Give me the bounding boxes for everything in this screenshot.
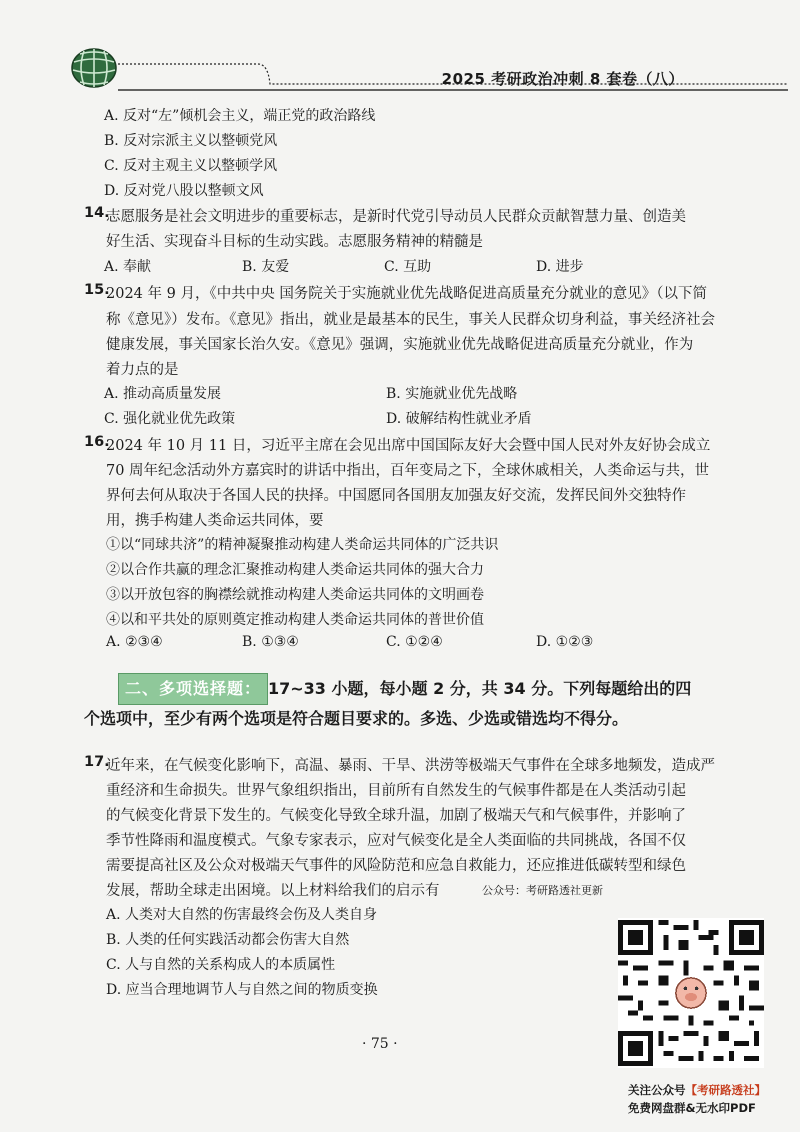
q17-stem-line: 近年来，在气候变化影响下，高温、暴雨、干旱、洪涝等极端天气事件在全球多地频发，造成严 xyxy=(106,758,715,774)
watermark-note: 公众号：考研路透社更新 xyxy=(482,884,603,897)
q13-option-c: C. 反对主观主义以整顿学风 xyxy=(104,158,278,174)
globe-logo-icon xyxy=(70,46,118,90)
q15-option-b: B. 实施就业优先战略 xyxy=(386,386,518,402)
q16-option-c: C. ①②④ xyxy=(386,634,443,650)
section-instructions-line: 17~33 小题，每小题 2 分，共 34 分。下列每题给出的四 xyxy=(268,679,692,698)
q15-stem-line: 2024 年 9 月，《中共中央 国务院关于实施就业优先战略促进高质量充分就业的意见》（以下简 xyxy=(106,286,708,302)
q15-option-d: D. 破解结构性就业矛盾 xyxy=(386,411,532,427)
promo-account-name: 【考研路透社】 xyxy=(685,1083,766,1097)
page-number: · 75 · xyxy=(362,1036,398,1052)
q13-option-d: D. 反对党八股以整顿文风 xyxy=(104,183,264,199)
q15-number: 15. xyxy=(84,282,110,298)
q17-option-a: A. 人类对大自然的伤害最终会伤及人类自身 xyxy=(106,907,378,923)
q14-number: 14. xyxy=(84,205,110,221)
q15-stem-line: 健康发展，事关国家长治久安。《意见》强调，实施就业优先战略促进高质量充分就业，作为 xyxy=(106,337,694,353)
q14-option-b: B. 友爱 xyxy=(242,259,290,275)
q15-option-a: A. 推动高质量发展 xyxy=(104,386,222,402)
q16-option-d: D. ①②③ xyxy=(536,634,594,650)
q16-option-b: B. ①③④ xyxy=(242,634,299,650)
q17-stem-line: 的气候变化背景下发生的。气候变化导致全球升温，加剧了极端天气和气候事件，并影响了 xyxy=(106,808,686,824)
q14-stem-line: 好生活、实现奋斗目标的生动实践。志愿服务精神的精髓是 xyxy=(106,234,483,250)
q14-option-d: D. 进步 xyxy=(536,259,584,275)
qr-code-icon[interactable] xyxy=(618,918,764,1068)
q16-stem-line: 界何去何从取决于各国人民的抉择。中国愿同各国朋友加强友好交流，发挥民间外交独特作 xyxy=(106,488,686,504)
q16-stem-line: 用，携手构建人类命运共同体，要 xyxy=(106,513,324,529)
q17-stem-line: 季节性降雨和温度模式。气象专家表示，应对气候变化是全人类面临的共同挑战，各国不仅 xyxy=(106,833,686,849)
header-title: 2025 考研政治冲刺 8 套卷（八） xyxy=(441,70,684,88)
q17-stem-line: 重经济和生命损失。世界气象组织指出，目前所有自然发生的气候事件都是在人类活动引起 xyxy=(106,783,686,799)
q17-option-d: D. 应当合理地调节人与自然之间的物质变换 xyxy=(106,982,378,998)
promo-second-line: 免费网盘群&无水印PDF xyxy=(628,1101,756,1115)
q16-statement: ①以“同球共济”的精神凝聚推动构建人类命运共同体的广泛共识 xyxy=(106,537,499,553)
q17-number: 17. xyxy=(84,754,110,770)
q14-option-a: A. 奉献 xyxy=(104,259,152,275)
section-instructions-line: 个选项中，至少有两个选项是符合题目要求的。多选、少选或错选均不得分。 xyxy=(84,709,629,728)
q16-statement: ④以和平共处的原则奠定推动构建人类命运共同体的普世价值 xyxy=(106,612,484,628)
q13-option-b: B. 反对宗派主义以整顿党风 xyxy=(104,133,278,149)
q14-stem-line: 志愿服务是社会文明进步的重要标志，是新时代党引导动员人民群众贡献智慧力量、创造美 xyxy=(106,209,686,225)
q16-number: 16. xyxy=(84,434,110,450)
q17-option-b: B. 人类的任何实践活动都会伤害大自然 xyxy=(106,932,350,948)
q15-stem-line: 着力点的是 xyxy=(106,362,179,378)
q13-option-a: A. 反对“左”倾机会主义，端正党的政治路线 xyxy=(104,108,376,124)
q15-option-c: C. 强化就业优先政策 xyxy=(104,411,236,427)
q16-stem-line: 2024 年 10 月 11 日，习近平主席在会见出席中国国际友好大会暨中国人民对外友好协会成立 xyxy=(106,438,711,454)
q16-statement: ②以合作共赢的理念汇聚推动构建人类命运共同体的强大合力 xyxy=(106,562,484,578)
q17-option-c: C. 人与自然的关系构成人的本质属性 xyxy=(106,957,336,973)
q14-option-c: C. 互助 xyxy=(384,259,432,275)
q16-stem-line: 70 周年纪念活动外方嘉宾时的讲话中指出，百年变局之下，全球休戚相关，人类命运与共，世 xyxy=(106,463,710,479)
q15-stem-line: 称《意见》）发布。《意见》指出，就业是最基本的民生，事关人民群众切身利益，事关经济社会 xyxy=(106,312,715,328)
promo-prefix: 关注公众号 xyxy=(628,1083,686,1097)
q16-option-a: A. ②③④ xyxy=(106,634,163,650)
q16-statement: ③以开放包容的胸襟绘就推动构建人类命运共同体的文明画卷 xyxy=(106,587,484,603)
q17-stem-line: 需要提高社区及公众对极端天气事件的风险防范和应急自救能力，还应推进低碳转型和绿色 xyxy=(106,858,686,874)
q17-stem-line: 发展，帮助全球走出困境。以上材料给我们的启示有 xyxy=(106,883,440,899)
promo-follow-line xyxy=(628,1082,766,1098)
section-heading-badge: 二、多项选择题： xyxy=(118,673,268,705)
